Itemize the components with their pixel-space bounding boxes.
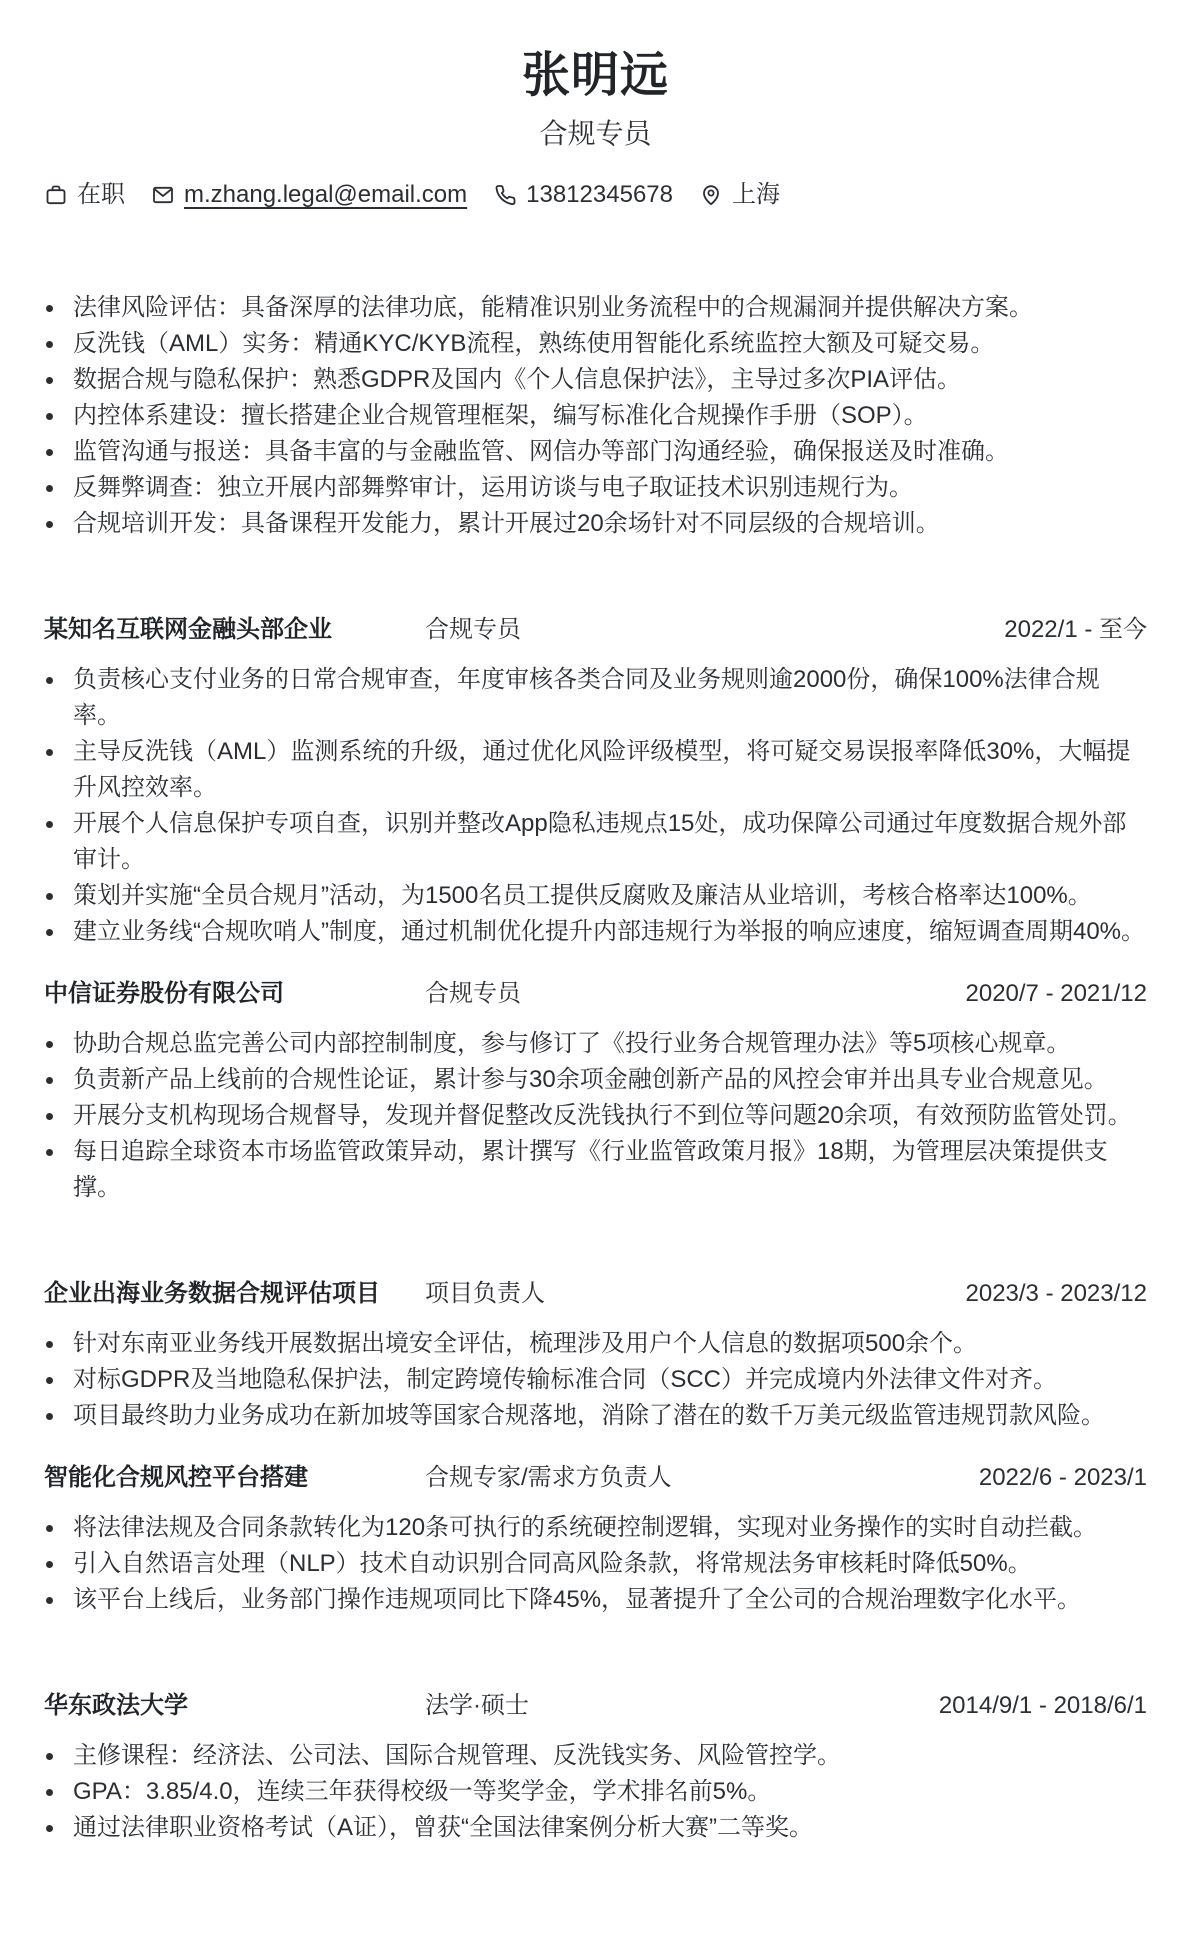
list-item: 开展个人信息保护专项自查，识别并整改App隐私违规点15处，成功保障公司通过年度数据合规外部审计。 <box>44 806 1147 878</box>
entry-header <box>44 976 1147 1012</box>
phone-icon <box>493 183 517 207</box>
entry-bullet-list <box>44 1026 1147 1206</box>
list-item: 反洗钱（AML）实务：精通KYC/KYB流程，熟练使用智能化系统监控大额及可疑交易。 <box>44 326 1147 362</box>
mail-icon <box>151 183 175 207</box>
list-item: 每日追踪全球资本市场监管政策异动，累计撰写《行业监管政策月报》18期，为管理层决策提供支撑。 <box>44 1134 1147 1206</box>
project-entry <box>44 1276 1147 1434</box>
list-item: 主修课程：经济法、公司法、国际合规管理、反洗钱实务、风险管控学。 <box>44 1738 1147 1774</box>
entry-role: 合规专员 <box>425 980 521 1007</box>
list-item: 将法律法规及合同条款转化为120条可执行的系统硬控制逻辑，实现对业务操作的实时自动拦截。 <box>44 1510 1147 1546</box>
entry-bullet-list <box>44 662 1147 950</box>
phone-number <box>493 180 673 210</box>
entry-date: 2020/7 - 2021/12 <box>965 980 1147 1007</box>
summary-section <box>44 290 1147 542</box>
project-entry <box>44 1460 1147 1618</box>
list-item: 数据合规与隐私保护：熟悉GDPR及国内《个人信息保护法》，主导过多次PIA评估。 <box>44 362 1147 398</box>
entry-date: 2022/1 - 至今 <box>1004 616 1147 643</box>
list-item: GPA：3.85/4.0，连续三年获得校级一等奖学金，学术排名前5%。 <box>44 1774 1147 1810</box>
list-item: 负责新产品上线前的合规性论证，累计参与30余项金融创新产品的风控会审并出具专业合规意见。 <box>44 1062 1147 1098</box>
entry-header <box>44 1688 1147 1724</box>
education-section <box>44 1688 1147 1846</box>
education-entry <box>44 1688 1147 1846</box>
list-item: 法律风险评估：具备深厚的法律功底，能精准识别业务流程中的合规漏洞并提供解决方案。 <box>44 290 1147 326</box>
list-item: 项目最终助力业务成功在新加坡等国家合规落地，消除了潜在的数千万美元级监管违规罚款风险。 <box>44 1398 1147 1434</box>
entry-bullet-list <box>44 1326 1147 1434</box>
email-text: m.zhang.legal@email.com <box>184 181 468 208</box>
list-item: 反舞弊调查：独立开展内部舞弊审计，运用访谈与电子取证技术识别违规行为。 <box>44 470 1147 506</box>
list-item: 合规培训开发：具备课程开发能力，累计开展过20余场针对不同层级的合规培训。 <box>44 506 1147 542</box>
phone-text: 13812345678 <box>526 181 673 208</box>
entry-date: 2014/9/1 - 2018/6/1 <box>938 1692 1147 1719</box>
project-name: 智能化合规风控平台搭建 <box>44 1464 308 1491</box>
list-item: 负责核心支付业务的日常合规审查，年度审核各类合同及业务规则逾2000份，确保100%法律合规率。 <box>44 662 1147 734</box>
projects-section <box>44 1276 1147 1618</box>
entry-header <box>44 1460 1147 1496</box>
experience-entry <box>44 612 1147 950</box>
entry-header <box>44 1276 1147 1312</box>
entry-role: 合规专家/需求方负责人 <box>425 1464 672 1491</box>
experience-entry <box>44 976 1147 1206</box>
entry-bullet-list <box>44 1738 1147 1846</box>
resume-header <box>44 46 1147 210</box>
contact-row <box>44 180 1147 210</box>
school-name: 华东政法大学 <box>44 1692 188 1719</box>
candidate-job-title: 合规专员 <box>539 118 652 149</box>
list-item: 通过法律职业资格考试（A证），曾获“全国法律案例分析大赛”二等奖。 <box>44 1810 1147 1846</box>
list-item: 策划并实施“全员合规月”活动，为1500名员工提供反腐败及廉洁从业培训，考核合格率达100%。 <box>44 878 1147 914</box>
entry-role: 合规专员 <box>425 616 521 643</box>
list-item: 引入自然语言处理（NLP）技术自动识别合同高风险条款，将常规法务审核耗时降低50%。 <box>44 1546 1147 1582</box>
list-item: 该平台上线后，业务部门操作违规项同比下降45%，显著提升了全公司的合规治理数字化水平。 <box>44 1582 1147 1618</box>
employment-status <box>44 180 125 210</box>
candidate-name: 张明远 <box>521 49 669 102</box>
location <box>699 180 780 210</box>
list-item: 监管沟通与报送：具备丰富的与金融监管、网信办等部门沟通经验，确保报送及时准确。 <box>44 434 1147 470</box>
briefcase-icon <box>44 183 68 207</box>
company-name: 某知名互联网金融头部企业 <box>44 616 332 643</box>
entry-bullet-list <box>44 1510 1147 1618</box>
list-item: 协助合规总监完善公司内部控制制度，参与修订了《投行业务合规管理办法》等5项核心规章。 <box>44 1026 1147 1062</box>
list-item: 内控体系建设：擅长搭建企业合规管理框架，编写标准化合规操作手册（SOP）。 <box>44 398 1147 434</box>
location-pin-icon <box>699 183 723 207</box>
entry-date: 2022/6 - 2023/1 <box>978 1464 1147 1491</box>
email-link[interactable] <box>151 180 467 210</box>
experience-section <box>44 612 1147 1206</box>
summary-list <box>44 290 1147 542</box>
list-item: 对标GDPR及当地隐私保护法，制定跨境传输标准合同（SCC）并完成境内外法律文件对齐。 <box>44 1362 1147 1398</box>
degree: 法学·硕士 <box>425 1692 529 1719</box>
list-item: 开展分支机构现场合规督导，发现并督促整改反洗钱执行不到位等问题20余项，有效预防监管处罚。 <box>44 1098 1147 1134</box>
employment-status-label: 在职 <box>77 181 125 208</box>
company-name: 中信证券股份有限公司 <box>44 980 284 1007</box>
entry-header <box>44 612 1147 648</box>
entry-date: 2023/3 - 2023/12 <box>965 1280 1147 1307</box>
list-item: 主导反洗钱（AML）监测系统的升级，通过优化风险评级模型，将可疑交易误报率降低30%，大幅提升风控效率。 <box>44 734 1147 806</box>
list-item: 建立业务线“合规吹哨人”制度，通过机制优化提升内部违规行为举报的响应速度，缩短调查周期40%。 <box>44 914 1147 950</box>
location-text: 上海 <box>731 181 780 208</box>
list-item: 针对东南亚业务线开展数据出境安全评估，梳理涉及用户个人信息的数据项500余个。 <box>44 1326 1147 1362</box>
entry-role: 项目负责人 <box>425 1280 545 1307</box>
project-name: 企业出海业务数据合规评估项目 <box>44 1280 380 1307</box>
